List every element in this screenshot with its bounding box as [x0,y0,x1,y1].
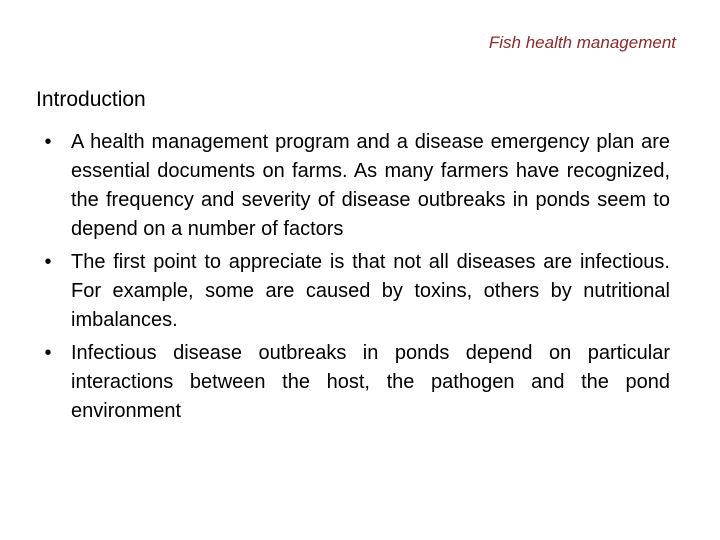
bullet-item-1 [38,128,670,244]
bullet-icon: • [44,342,52,364]
bullet-item-2 [38,248,670,335]
bullet-text-1: A health management program and a disease emergency plan are essential documents on farms. As many farmers have recognized, the frequency and severity of disease outbreaks in ponds seem to depend on a number of factors [71,131,670,240]
bullet-list [38,128,670,430]
document-header-title: Fish health management [488,33,676,52]
bullet-text-2: The first point to appreciate is that not all diseases are infectious. For example, some are caused by toxins, others by nutritional imbalances. [71,251,670,331]
bullet-text-3: Infectious disease outbreaks in ponds depend on particular interactions between the host, the pathogen and the pond environment [71,342,670,422]
bullet-icon: • [44,131,52,153]
bullet-icon: • [44,251,52,273]
section-heading: Introduction [36,88,146,111]
bullet-item-3 [38,339,670,426]
